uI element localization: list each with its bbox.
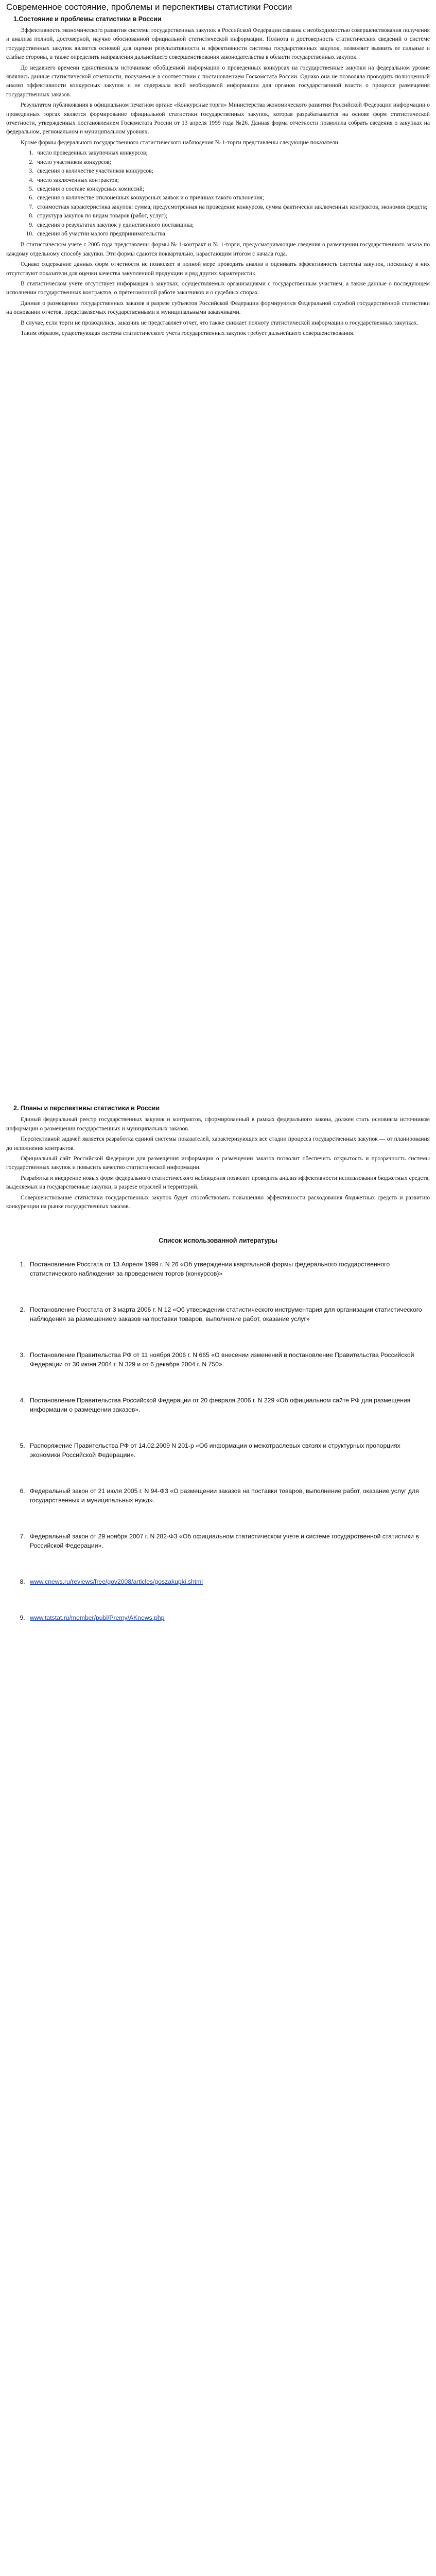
reference-text: Постановление Росстата от 13 Апреля 1999 г. N 26 «Об утверждении квартальной формы федерального государственного статистического наблюдения за проведением торгов (конкурсов)» [30, 1261, 390, 1278]
section-1-heading: 1.Состояние и проблемы статистики в России [13, 15, 162, 23]
reference-text: Распоряжение Правительства РФ от 14.02.2009 N 201-р «Об информации о межотраслевых связях и структурных пропорциях экономики Российской Федерации». [30, 1442, 400, 1459]
list-item: 10. сведения об участии малого предпринимательства. [35, 229, 430, 238]
paragraph: Перспективной задачей является разработка единой системы показателей, характеризующих все стадии процесса государственных закупок — от планирования до исполнения контрактов. [6, 1136, 430, 1151]
list-item: 6. сведения о количестве отклоненных конкурсных заявок и о причинах такого отклонения; [35, 193, 430, 202]
list-item: 8. структура закупок по видам товаров (работ, услуг); [35, 211, 430, 220]
paragraph: Результатом публикования в официальном печатном органе «Конкурсные торги» Министерства экономического развития Российской Федерации информации о проведенных торгах является формирование официальной статистики государственных закупок, которая разрабатывается на основе форм статистической отчетности, утвержденных постановлением Госкомстата России от 13 апреля 1999 года №26. Данная форма отчетности позволила собрать сведения о закупках на федеральном, региональном и муниципальном уровнях. [6, 101, 430, 135]
paragraph: В статистическом учете отсутствует информация о закупках, осуществляемых организациями с государственным участием, а также данные о последующем исполнении государственных контрактов, о претензионной работе заказчиков и о судебных спорах. [6, 280, 430, 296]
reference-text: Постановление Росстата от 3 марта 2006 г. N 12 «Об утверждении статистического инструментария для организации статистического наблюдения за размещением заказов на поставки товаров, выполнение работ, оказание услуг» [30, 1306, 422, 1323]
indicators-list [6, 148, 430, 238]
reference-text: Федеральный закон от 21 июля 2005 г. N 94-ФЗ «О размещении заказов на поставки товаров, выполнение работ, оказание услуг для государственных и муниципальных нужд». [30, 1487, 419, 1504]
paragraph: Эффективность экономического развития системы государственных закупок в Российской Федерации связана с необходимостью совершенствования получения и анализа полной, достоверной, научно обоснованной официальной статистической информации. Полнота и достоверность статистических сведений о системе государственных закупок является основой для оценки результативности и эффективности системы государственных закупок, позволяет выявить ее сильные и слабые стороны, а также определить направления дальнейшего совершенствования законодательства в области государственных закупок. [6, 27, 430, 61]
reference-text: Постановление Правительства Российской Федерации от 20 февраля 2006 г. N 229 «Об официальном сайте РФ для размещения информации о размещении заказов». [30, 1397, 411, 1414]
paragraph: Данные о размещении государственных заказов в разрезе субъектов Российской Федерации формируются Федеральной службой государственной статистики на основании отчетов, представляемых государственными и муниципальными заказчиками. [6, 299, 430, 316]
paragraph: Разработка и внедрение новых форм федерального статистического наблюдения позволит проводить анализ эффективности использования бюджетных средств, выделяемых на государственные закупки, в разрезе отраслей и территорий. [6, 1174, 430, 1191]
reference-item [27, 1532, 430, 1550]
reference-item [27, 1350, 430, 1369]
paragraph: В статистическом учете с 2005 года представлены формы № 1-контракт и № 1-торги, предусматривающие сведения о размещении государственного заказа по каждому отдельному способу закупки. Эти формы сдаются поквартально, нарастающим итогом с начала года. [6, 241, 430, 257]
list-item: 1. число проведенных закупочных конкурсов; [35, 148, 430, 157]
reference-text: Федеральный закон от 29 ноября 2007 г. N 282-ФЗ «Об официальном статистическом учете и системе государственной статистики в Российской Федерации». [30, 1533, 419, 1550]
paragraph: Официальный сайт Российской Федерации для размещения информации о размещении заказов позволит обеспечить открытость и прозрачность системы государственных закупок и повысить качество статистической информации. [6, 1155, 430, 1171]
list-item: 7. стоимостная характеристика закупок: сумма, предусмотренная на проведение конкурсов, сумма фактически заключенных контрактов, экономия средств; [35, 202, 430, 211]
list-item: 4. число заключенных контрактов; [35, 176, 430, 184]
literature-heading: Список использованной литературы [159, 1237, 277, 1245]
spacer [6, 1212, 430, 1233]
paragraph: Единый федеральный реестр государственных закупок и контрактов, сформированный в рамках федерального закона, должен стать основным источником информации о размещении государственных и муниципальных заказов. [6, 1116, 430, 1132]
reference-text: Постановление Правительства РФ от 11 ноября 2006 г. N 665 «О внесении изменений в постановление Правительства Российской Федерации от 30 июня 2004 г. N 329 и от 6 декабря 2004 г. N 750». [30, 1351, 414, 1368]
list-item: 2. число участников конкурсов; [35, 158, 430, 166]
reference-item [27, 1577, 430, 1586]
reference-item [27, 1260, 430, 1278]
spacer [6, 339, 430, 1101]
list-item: 5. сведения о составе конкурсных комиссий; [35, 184, 430, 193]
reference-item [27, 1396, 430, 1414]
list-item: 3. сведения о количестве участников конкурсов; [35, 166, 430, 175]
paragraph: До недавнего времени единственным источником обобщенной информации о проведенных конкурсах на государственные закупки на федеральном уровне являлись данные статистической отчетности, получаемые в соответствии с постановлением Госкомстата России. Однако она не позволяла проводить полноценный анализ эффективности конкурсных закупок и не содержала всей необходимой информации для органов государственной власти о процессе размещения государственных заказов. [6, 64, 430, 98]
reference-item [27, 1305, 430, 1324]
paragraph: Однако содержание данных форм отчетности не позволяет в полной мере проводить анализ и оценивать эффективность системы закупок, поскольку в них отсутствуют показатели для оценки качества закупленной продукции и ряд других характеристик. [6, 261, 430, 277]
reference-item [27, 1441, 430, 1460]
reference-item [27, 1613, 430, 1622]
paragraph: Таким образом, существующая система статистического учета государственных закупок требует дальнейшего совершенствования. [21, 330, 355, 336]
section-2-heading: 2. Планы и перспективы статистики в России [13, 1105, 160, 1112]
reference-link[interactable]: www.tatstat.ru/member/publ/Premy/AKnews.php [30, 1614, 165, 1622]
reference-item [27, 1486, 430, 1505]
paragraph: Кроме формы федерального государственного статистического наблюдения № 1-торги представлены следующие показатели: [21, 139, 340, 146]
list-item: 9. сведения о результатах закупок у единственного поставщика; [35, 221, 430, 229]
paragraph: В случае, если торги не проводились, заказчик не представляет отчет, что также снижает полноту статистической информации о государственных закупках. [21, 319, 418, 326]
page-title: Современное состояние, проблемы и перспективы статистики России [6, 2, 292, 12]
references-list [6, 1260, 430, 1622]
reference-link[interactable]: www.cnews.ru/reviews/free/gov2008/articles/goszakupki.shtml [30, 1578, 203, 1586]
paragraph: Совершенствование статистики государственных закупок будет способствовать повышению эффективности расходования бюджетных средств и развитию конкуренции на рынке государственных заказов. [6, 1194, 430, 1210]
